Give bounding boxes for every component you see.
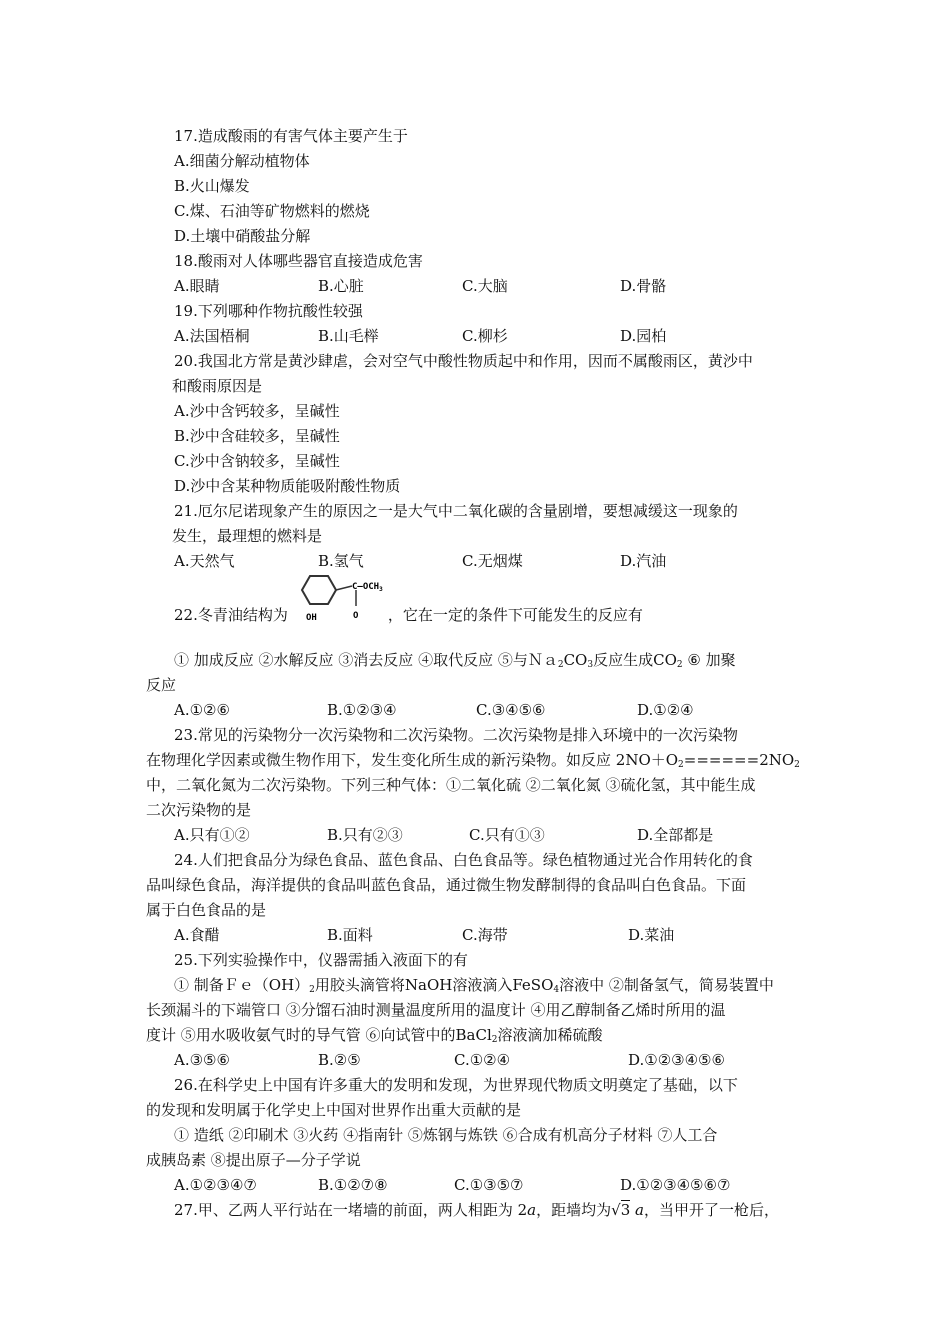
q21-option-c: C.无烟煤 xyxy=(462,552,523,570)
t: ① 加成反应 ②水解反应 ③消去反应 ④取代反应 ⑤与Ｎａ xyxy=(174,651,558,669)
q23-option-a: A.只有①② xyxy=(174,826,250,844)
q23-line3: 中，二氧化氮为二次污染物。下列三种气体：①二氧化硫 ②二氧化氮 ③硫化氢，其中能生成 xyxy=(146,776,756,794)
q26-option-c: C.①③⑤⑦ xyxy=(454,1176,524,1194)
q26-line1: 26.在科学史上中国有许多重大的发明和发现，为世界现代物质文明奠定了基础，以下 xyxy=(174,1076,738,1094)
t: 3 xyxy=(587,660,594,670)
q20-option-b: B.沙中含硅较多，呈碱性 xyxy=(174,427,340,445)
q24-option-a: A.食醋 xyxy=(174,926,220,944)
q22-stem-start: 22.冬青油结构为 xyxy=(174,606,288,624)
t: a xyxy=(635,1201,644,1219)
t: 2 xyxy=(678,760,684,770)
t: ，距墙均为 xyxy=(536,1201,612,1219)
q19-option-d: D.园柏 xyxy=(620,327,667,345)
t: ======2NO xyxy=(683,751,795,769)
q26-line2: 的发现和发明属于化学史上中国对世界作出重大贡献的是 xyxy=(146,1101,522,1119)
q20-option-c: C.沙中含钠较多，呈碱性 xyxy=(174,452,340,470)
q18-option-c: C.大脑 xyxy=(462,277,508,295)
t: 2 xyxy=(557,660,564,670)
t: ⑥ 加聚 xyxy=(682,651,736,669)
t: 溶液滴加稀硫酸 xyxy=(497,1026,603,1044)
q19-option-b: B.山毛榉 xyxy=(318,327,379,345)
q24-option-d: D.菜油 xyxy=(628,926,675,944)
q24-line2: 品叫绿色食品，海洋提供的食品叫蓝色食品，通过微生物发酵制得的食品叫白色食品。下面 xyxy=(146,876,747,894)
t: CO xyxy=(563,651,588,669)
q21-option-d: D.汽油 xyxy=(620,552,667,570)
q18-stem: 18.酸雨对人体哪些器官直接造成危害 xyxy=(174,252,423,270)
ester-group-label: $C—OCH_3$ xyxy=(352,582,383,593)
t: 2 xyxy=(491,1035,498,1045)
q24-line3: 属于白色食品的是 xyxy=(146,901,267,919)
q26-option-b: B.①②⑦⑧ xyxy=(318,1176,388,1194)
q17-option-b: B.火山爆发 xyxy=(174,177,250,195)
q25-option-d: D.①②③④⑤⑥ xyxy=(628,1051,725,1069)
q17-option-a: A.细菌分解动植物体 xyxy=(174,152,310,170)
q20-stem-line2: 和酸雨原因是 xyxy=(172,377,263,395)
q22-reactions-line2: 反应 xyxy=(146,676,177,694)
q23-line4: 二次污染物的是 xyxy=(146,801,252,819)
q22-stem xyxy=(174,605,643,625)
q25-line3 xyxy=(146,1025,603,1050)
q26-line3: ① 造纸 ②印刷术 ③火药 ④指南针 ⑤炼钢与炼铁 ⑥合成有机高分子材料 ⑦人工合 xyxy=(174,1126,718,1144)
q25-line2: 长颈漏斗的下端管口 ③分馏石油时测量温度所用的温度计 ④用乙醇制备乙烯时所用的温 xyxy=(146,1001,726,1019)
q22-option-c: C.③④⑤⑥ xyxy=(476,701,546,719)
hydroxyl-label: OH xyxy=(306,613,317,623)
q25-stem: 25.下列实验操作中，仪器需插入液面下的有 xyxy=(174,951,468,969)
q17-stem: 17.造成酸雨的有害气体主要产生于 xyxy=(174,127,408,145)
q25-option-c: C.①②④ xyxy=(454,1051,511,1069)
q24-option-b: B.面料 xyxy=(327,926,373,944)
t: 27.甲、乙两人平行站在一堵墙的前面，两人相距为 2 xyxy=(174,1201,528,1219)
q21-stem-line2: 发生，最理想的燃料是 xyxy=(172,527,323,545)
t: a xyxy=(527,1201,537,1219)
q25-line1 xyxy=(174,975,774,1000)
carbonyl-o-label: O xyxy=(353,611,359,621)
t: ① 制备Ｆｅ（OH） xyxy=(174,976,310,994)
t: 在物理化学因素或微生物作用下，发生变化所生成的新污染物。如反应 2NO＋O xyxy=(146,751,679,769)
q19-option-a: A.法国梧桐 xyxy=(174,327,250,345)
q22-reactions-line1 xyxy=(174,650,736,675)
q22-option-a: A.①②⑥ xyxy=(174,701,230,719)
t: 3 xyxy=(620,1201,631,1219)
t: 用胶头滴管将NaOH溶液滴入FeSO xyxy=(314,976,554,994)
q26-option-d: D.①②③④⑤⑥⑦ xyxy=(620,1176,731,1194)
q18-option-d: D.骨骼 xyxy=(620,277,667,295)
q23-option-d: D.全部都是 xyxy=(637,826,714,844)
q17-option-d: D.土壤中硝酸盐分解 xyxy=(174,227,311,245)
q21-option-b: B.氢气 xyxy=(318,552,364,570)
sqrt-icon: √ xyxy=(611,1201,621,1219)
q22-stem-end: ，它在一定的条件下可能发生的反应有 xyxy=(387,606,643,624)
q19-stem: 19.下列哪种作物抗酸性较强 xyxy=(174,302,363,320)
t: 反应生成CO xyxy=(593,651,677,669)
q22-option-d: D.①②④ xyxy=(637,701,694,719)
t: ，当甲开了一枪后， xyxy=(643,1201,779,1219)
q21-option-a: A.天然气 xyxy=(174,552,235,570)
t: 4 xyxy=(553,985,560,995)
t: 2 xyxy=(794,760,800,770)
t: 2 xyxy=(676,660,683,670)
q24-option-c: C.海带 xyxy=(462,926,508,944)
q24-line1: 24.人们把食品分为绿色食品、蓝色食品、白色食品等。绿色植物通过光合作用转化的食 xyxy=(174,851,753,869)
q26-line4: 成胰岛素 ⑧提出原子—分子学说 xyxy=(146,1151,361,1169)
q18-option-b: B.心脏 xyxy=(318,277,364,295)
q20-stem-line1: 20.我国北方常是黄沙肆虐，会对空气中酸性物质起中和作用，因而不属酸雨区，黄沙中 xyxy=(174,352,753,370)
q17-option-c: C.煤、石油等矿物燃料的燃烧 xyxy=(174,202,370,220)
q25-option-a: A.③⑤⑥ xyxy=(174,1051,230,1069)
q23-option-c: C.只有①③ xyxy=(469,826,545,844)
q21-stem-line1: 21.厄尔尼诺现象产生的原因之一是大气中二氧化碳的含量剧增，要想减缓这一现象的 xyxy=(174,502,738,520)
t: 度计 ⑤用水吸收氨气时的导气管 ⑥向试管中的BaCl xyxy=(146,1026,492,1044)
q22-option-b: B.①②③④ xyxy=(327,701,397,719)
q20-option-a: A.沙中含钙较多，呈碱性 xyxy=(174,402,340,420)
q25-option-b: B.②⑤ xyxy=(318,1051,361,1069)
q23-line2 xyxy=(146,750,800,775)
q20-option-d: D.沙中含某种物质能吸附酸性物质 xyxy=(174,477,401,495)
t: 溶液中 ②制备氢气，简易装置中 xyxy=(559,976,774,994)
q27-line1 xyxy=(174,1200,779,1220)
q19-option-c: C.柳杉 xyxy=(462,327,508,345)
q26-option-a: A.①②③④⑦ xyxy=(174,1176,257,1194)
t: 2 xyxy=(309,985,315,995)
q23-option-b: B.只有②③ xyxy=(327,826,403,844)
q23-line1: 23.常见的污染物分一次污染物和二次污染物。二次污染物是排入环境中的一次污染物 xyxy=(174,726,738,744)
q18-option-a: A.眼睛 xyxy=(174,277,220,295)
